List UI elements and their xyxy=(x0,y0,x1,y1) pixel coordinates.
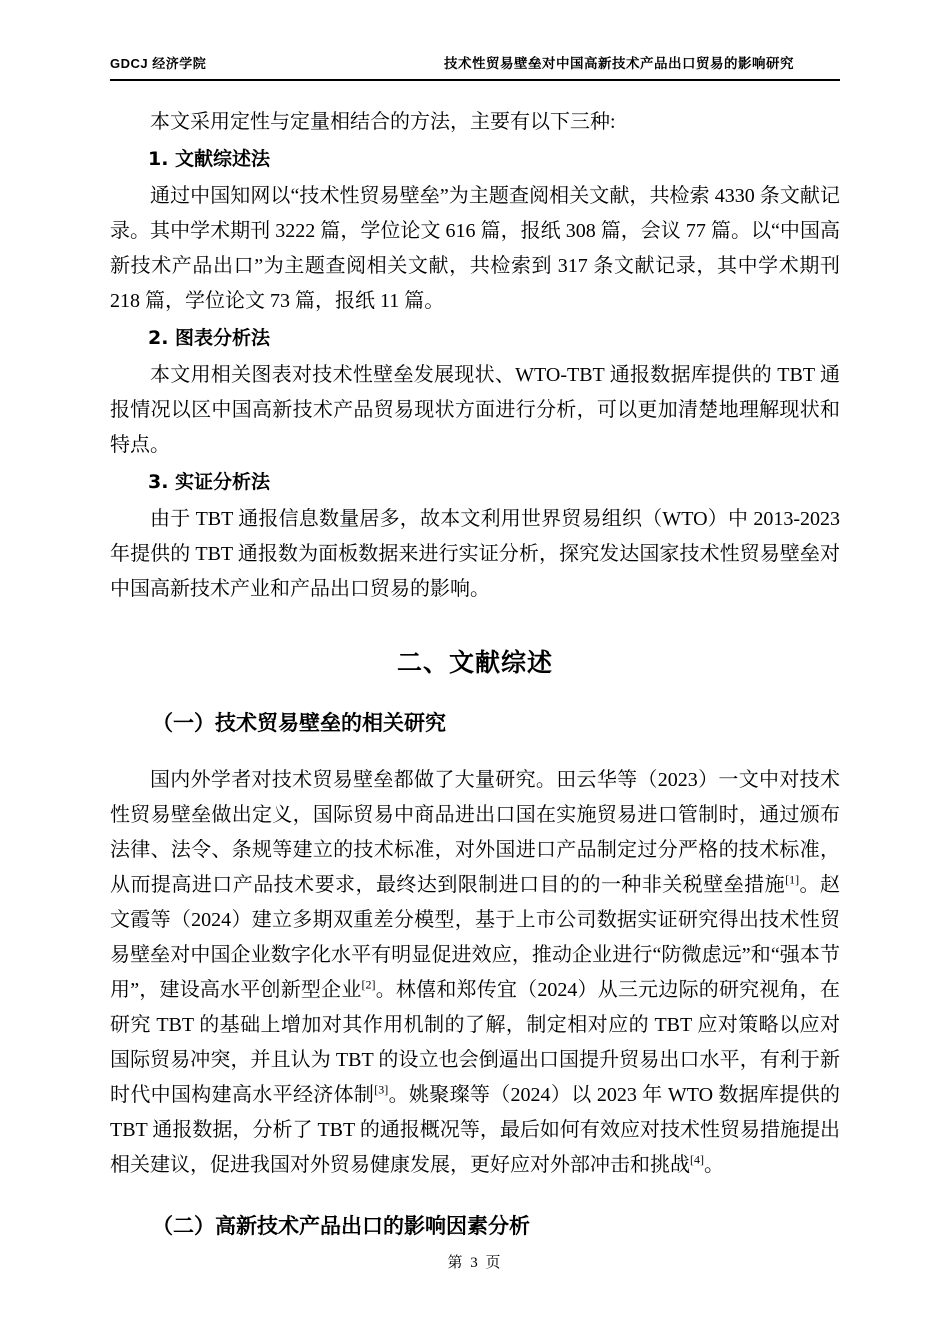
heading-empirical-method: 3. 实证分析法 xyxy=(148,471,271,493)
header-school-name: GDCJ 经济学院 xyxy=(110,56,207,71)
paragraph-tbt-literature: 国内外学者对技术贸易壁垒都做了大量研究。田云华等（2023）一文中对技术性贸易壁垒做出定义，国际贸易中商品进出口国在实施贸易进口管制时，通过颁布法律、法令、条规等建立的技术标准，对外国进口产品制定过分严格的技术标准，从而提高进口产品技术要求，最终达到限制进口目的的一种非关税壁垒措施[1]。赵文霞等（2024）建立多期双重差分模型，基于上市公司数据实证研究得出技术性贸易壁垒对中国企业数字化水平有明显促进效应，推动企业进行“防微虑远”和“强本节用”，建设高水平创新型企业[2]。林僖和郑传宜（2024）从三元边际的研究视角，在研究 TBT 的基础上增加对其作用机制的了解，制定相对应的 TBT 应对策略以应对国际贸易冲突，并且认为 TBT 的设立也会倒逼出口国提升贸易出口水平，有利于新时代中国构建高水平经济体制[3]。姚聚璨等（2024）以 2023 年 WTO 数据库提供的 TBT 通报数据，分析了 TBT 的通报概况等，最后如何有效应对技术性贸易措施提出相关建议，促进我国对外贸易健康发展，更好应对外部冲击和挑战[4]。 xyxy=(110,769,841,1176)
header-document-title: 技术性贸易壁垒对中国高新技术产品出口贸易的影响研究 xyxy=(444,56,794,71)
chapter-title-literature-review: 二、文献综述 xyxy=(396,648,553,677)
section-title-tbt-research: （一）技术贸易壁垒的相关研究 xyxy=(152,711,446,735)
page-number: 第 3 页 xyxy=(447,1255,503,1271)
paragraph-chart-analysis: 本文用相关图表对技术性壁垒发展现状、WTO-TBT 通报数据库提供的 TBT 通报情况以区中国高新技术产品贸易现状方面进行分析，可以更加清楚地理解现状和特点。 xyxy=(110,364,840,456)
section-title-export-factors: （二）高新技术产品出口的影响因素分析 xyxy=(152,1214,530,1238)
document-body xyxy=(110,81,840,1244)
heading-chart-method: 2. 图表分析法 xyxy=(148,327,271,349)
page-footer xyxy=(0,1251,950,1272)
paragraph-literature-search: 通过中国知网以“技术性贸易壁垒”为主题查阅相关文献，共检索 4330 条文献记录。其中学术期刊 3222 篇，学位论文 616 篇，报纸 308 篇，会议 77 篇。以“中国高新技术产品出口”为主题查阅相关文献，共检索到 317 条文献记录，其中学术期刊 218 篇，学位论文 73 篇，报纸 11 篇。 xyxy=(110,185,840,312)
page-header xyxy=(110,52,840,81)
heading-literature-method: 1. 文献综述法 xyxy=(148,148,271,170)
paragraph-empirical-analysis: 由于 TBT 通报信息数量居多，故本文利用世界贸易组织（WTO）中 2013-2023 年提供的 TBT 通报数为面板数据来进行实证分析，探究发达国家技术性贸易壁垒对中国高新技术产业和产品出口贸易的影响。 xyxy=(110,508,840,600)
paragraph-method-intro: 本文采用定性与定量相结合的方法，主要有以下三种: xyxy=(150,111,616,133)
